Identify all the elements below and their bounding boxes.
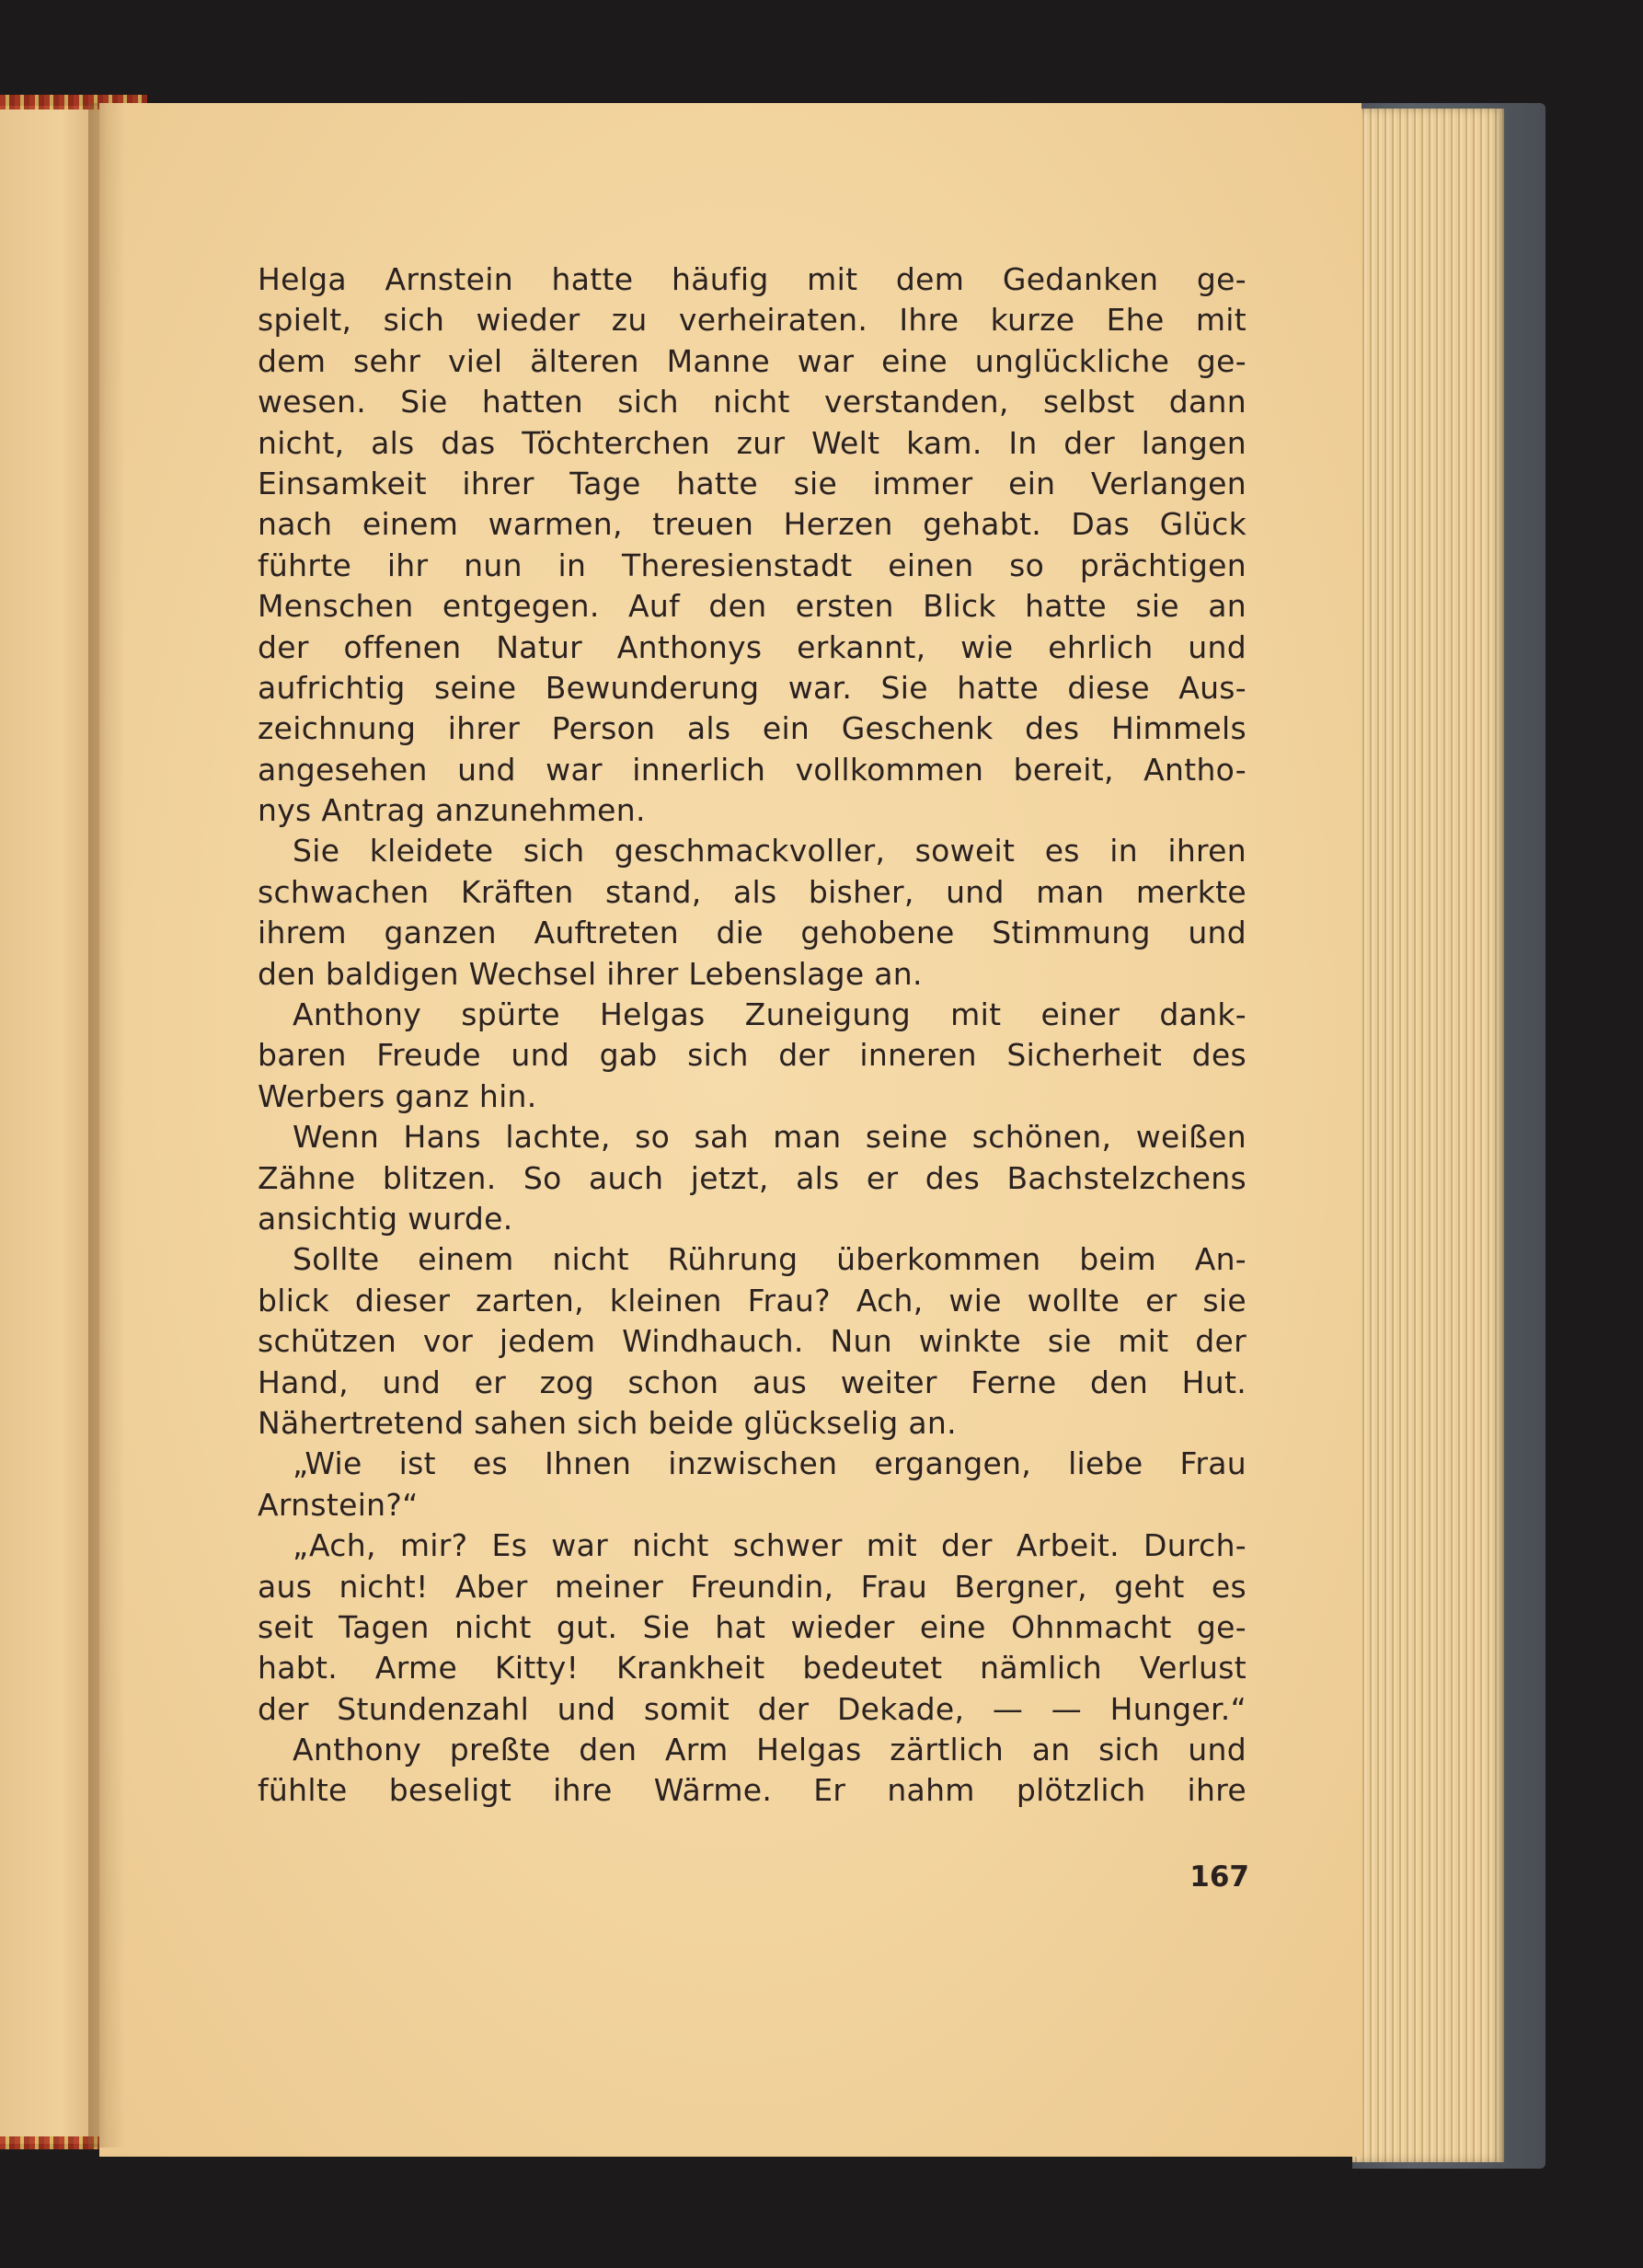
text-line: fühlte beseligt ihre Wärme. Er nahm plötzlich ihre: [258, 1772, 1247, 1809]
text-line: nicht, als das Töchterchen zur Welt kam. In der langen: [258, 424, 1247, 461]
text-line: Sie kleidete sich geschmackvoller, soweit es in ihren: [293, 833, 1247, 869]
text-line: Werbers ganz hin.: [258, 1077, 537, 1114]
text-line: führte ihr nun in Theresienstadt einen so prächtigen: [258, 547, 1247, 583]
text-line: zeichnung ihrer Person als ein Geschenk des Himmels: [258, 710, 1247, 747]
text-line: „Ach, mir? Es war nicht schwer mit der Arbeit. Durch-: [293, 1527, 1247, 1564]
text-line: blick dieser zarten, kleinen Frau? Ach, wie wollte er sie: [258, 1282, 1247, 1318]
text-line: dem sehr viel älteren Manne war eine unglückliche ge-: [258, 342, 1247, 379]
text-line: der offenen Natur Anthonys erkannt, wie ehrlich und: [258, 628, 1247, 665]
text-line: nys Antrag anzunehmen.: [258, 792, 646, 829]
text-line: aus nicht! Aber meiner Freundin, Frau Bergner, geht es: [258, 1568, 1247, 1605]
text-line: habt. Arme Kitty! Krankheit bedeutet nämlich Verlust: [258, 1650, 1247, 1687]
text-line: Einsamkeit ihrer Tage hatte sie immer ein Verlangen: [258, 465, 1247, 501]
text-line: ihrem ganzen Auftreten die gehobene Stimmung und: [258, 915, 1247, 951]
body-text: [258, 259, 1247, 1812]
text-line: Menschen entgegen. Auf den ersten Blick hatte sie an: [258, 588, 1247, 625]
text-line: spielt, sich wieder zu verheiraten. Ihre kurze Ehe mit: [258, 302, 1247, 339]
page-number: 167: [1189, 1860, 1249, 1894]
right-page: [99, 103, 1362, 2157]
text-line: den baldigen Wechsel ihrer Lebenslage an.: [258, 955, 923, 992]
page-edges: [1352, 109, 1504, 2162]
text-line: baren Freude und gab sich der inneren Sicherheit des: [258, 1037, 1247, 1074]
text-line: „Wie ist es Ihnen inzwischen ergangen, liebe Frau: [293, 1445, 1247, 1482]
text-line: wesen. Sie hatten sich nicht verstanden, selbst dann: [258, 384, 1247, 420]
text-line: Helga Arnstein hatte häufig mit dem Gedanken ge-: [258, 261, 1247, 297]
text-line: Hand, und er zog schon aus weiter Ferne den Hut.: [258, 1364, 1247, 1400]
text-line: schützen vor jedem Windhauch. Nun winkte sie mit der: [258, 1323, 1247, 1360]
text-line: Anthony preßte den Arm Helgas zärtlich an sich und: [293, 1732, 1247, 1768]
text-line: angesehen und war innerlich vollkommen bereit, Antho-: [258, 751, 1247, 788]
text-line: nach einem warmen, treuen Herzen gehabt. Das Glück: [258, 506, 1247, 543]
text-line: schwachen Kräften stand, als bisher, und man merkte: [258, 873, 1247, 910]
text-line: seit Tagen nicht gut. Sie hat wieder eine Ohnmacht ge-: [258, 1608, 1247, 1645]
text-line: ansichtig wurde.: [258, 1200, 513, 1237]
text-line: Wenn Hans lachte, so sah man seine schönen, weißen: [293, 1119, 1247, 1156]
text-line: Anthony spürte Helgas Zuneigung mit einer dank-: [293, 996, 1247, 1033]
text-line: Sollte einem nicht Rührung überkommen beim An-: [293, 1241, 1247, 1278]
text-line: aufrichtig seine Bewunderung war. Sie hatte diese Aus-: [258, 669, 1247, 706]
text-line: Zähne blitzen. So auch jetzt, als er des Bachstelzchens: [258, 1159, 1247, 1196]
text-line: Nähertretend sahen sich beide glückselig an.: [258, 1404, 957, 1441]
text-line: Arnstein?“: [258, 1486, 419, 1523]
gutter-shadow: [88, 103, 125, 2147]
text-line: der Stundenzahl und somit der Dekade, — — Hunger.“: [258, 1690, 1247, 1727]
